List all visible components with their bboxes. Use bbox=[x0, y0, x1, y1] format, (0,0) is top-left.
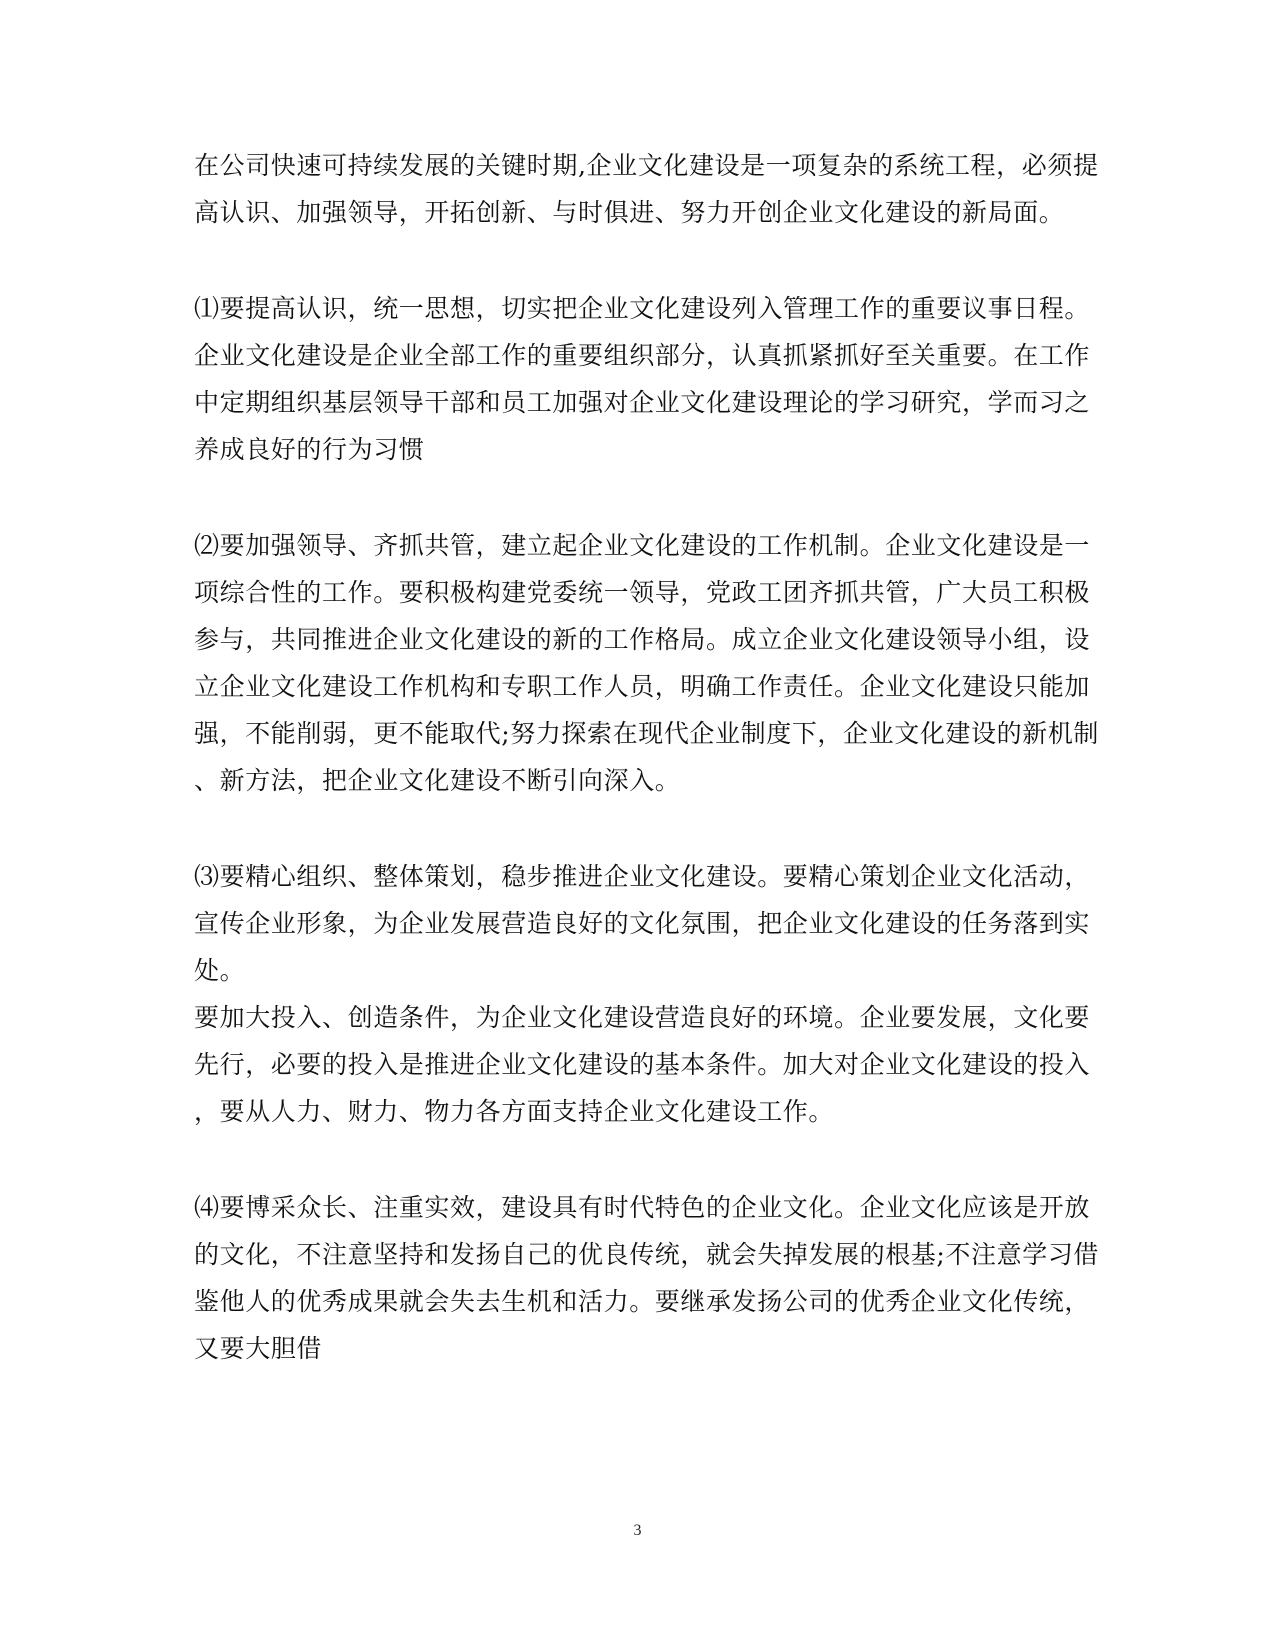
paragraph-2-line-4: 养成良好的行为习惯 bbox=[194, 435, 425, 464]
paragraph-4-line-4: 要加大投入、创造条件，为企业文化建设营造良好的环境。企业要发展，文化要 bbox=[194, 1003, 1091, 1032]
paragraph-4-line-3: 处。 bbox=[194, 956, 246, 985]
paragraph-1-line-2: 高认识、加强领导，开拓创新、与时俱进、努力开创企业文化建设的新局面。 bbox=[194, 198, 1065, 227]
paragraph-2-line-1: ⑴要提高认识，统一思想，切实把企业文化建设列入管理工作的重要议事日程。 bbox=[194, 294, 1091, 323]
paragraph-3-line-5: 强，不能削弱，更不能取代;努力探索在现代企业制度下，企业文化建设的新机制 bbox=[194, 719, 1100, 748]
page-number: 3 bbox=[633, 1522, 642, 1539]
paragraph-5-line-2: 的文化，不注意坚持和发扬自己的优良传统，就会失掉发展的根基;不注意学习借 bbox=[194, 1240, 1100, 1269]
paragraph-4-line-2: 宣传企业形象，为企业发展营造良好的文化氛围，把企业文化建设的任务落到实 bbox=[194, 909, 1091, 938]
paragraph-3-line-6: 、新方法，把企业文化建设不断引向深入。 bbox=[194, 766, 681, 795]
paragraph-2-line-2: 企业文化建设是企业全部工作的重要组织部分，认真抓紧抓好至关重要。在工作 bbox=[194, 341, 1091, 370]
paragraph-4-line-5: 先行，必要的投入是推进企业文化建设的基本条件。加大对企业文化建设的投入 bbox=[194, 1050, 1091, 1079]
paragraph-3-line-1: ⑵要加强领导、齐抓共管，建立起企业文化建设的工作机制。企业文化建设是一 bbox=[194, 531, 1091, 560]
paragraph-5-line-4: 又要大胆借 bbox=[194, 1334, 323, 1363]
paragraph-3-line-2: 项综合性的工作。要积极构建党委统一领导，党政工团齐抓共管，广大员工积极 bbox=[194, 578, 1091, 607]
paragraph-3-line-4: 立企业文化建设工作机构和专职工作人员，明确工作责任。企业文化建设只能加 bbox=[194, 672, 1091, 701]
paragraph-1-line-1: 在公司快速可持续发展的关键时期,企业文化建设是一项复杂的系统工程，必须提 bbox=[194, 151, 1099, 180]
paragraph-2-line-3: 中定期组织基层领导干部和员工加强对企业文化建设理论的学习研究，学而习之 bbox=[194, 388, 1091, 417]
paragraph-3-line-3: 参与，共同推进企业文化建设的新的工作格局。成立企业文化建设领导小组，设 bbox=[194, 625, 1091, 654]
paragraph-5-line-1: ⑷要博采众长、注重实效，建设具有时代特色的企业文化。企业文化应该是开放 bbox=[194, 1193, 1091, 1222]
paragraph-4-line-6: ，要从人力、财力、物力各方面支持企业文化建设工作。 bbox=[194, 1097, 835, 1126]
paragraph-4-line-1: ⑶要精心组织、整体策划，稳步推进企业文化建设。要精心策划企业文化活动， bbox=[194, 862, 1091, 891]
paragraph-5-line-3: 鉴他人的优秀成果就会失去生机和活力。要继承发扬公司的优秀企业文化传统， bbox=[194, 1287, 1091, 1316]
